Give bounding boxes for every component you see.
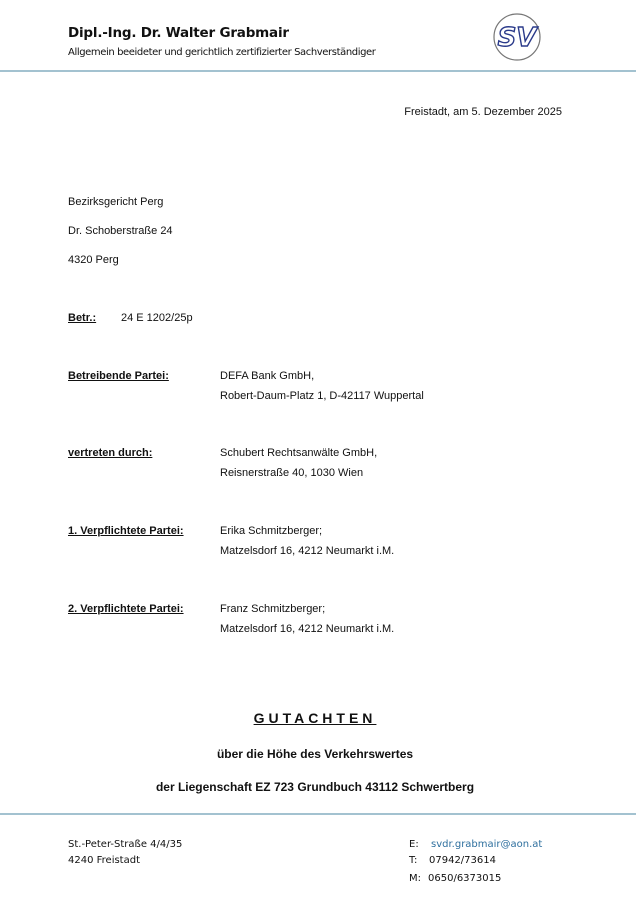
party-line: Matzelsdorf 16, 4212 Neumarkt i.M. [220,623,395,635]
mobile-label: M: [409,873,421,884]
party-label: 2. Verpflichtete Partei: [68,603,184,615]
footer-address: 4240 Freistadt [68,855,141,866]
author-subtitle: Allgemein beeideter und gerichtlich zertifizierter Sachverständiger [68,47,376,58]
party-line: Schubert Rechtsanwälte GmbH, [220,447,378,459]
phone-number: 07942/73614 [429,855,496,866]
mobile-number: 0650/6373015 [428,873,502,884]
subject-label: Betr.: [68,312,97,324]
party-line: Matzelsdorf 16, 4212 Neumarkt i.M. [220,545,395,557]
party-line: Erika Schmitzberger; [220,525,323,537]
author-name: Dipl.-Ing. Dr. Walter Grabmair [68,25,289,41]
email-link[interactable]: svdr.grabmair@aon.at [431,839,543,850]
party-label: 1. Verpflichtete Partei: [68,525,184,537]
sv-logo-icon [490,12,544,62]
recipient-line: Dr. Schoberstraße 24 [68,225,173,237]
email-label: E: [409,839,419,850]
party-line: Reisnerstraße 40, 1030 Wien [220,467,364,479]
document-subject: der Liegenschaft EZ 723 Grundbuch 43112 Schwertberg [155,780,475,794]
document-title: GUTACHTEN [253,710,377,726]
party-line: Robert-Daum-Platz 1, D-42117 Wuppertal [220,390,424,402]
subject-value: 24 E 1202/25p [121,312,193,324]
recipient-line: 4320 Perg [68,254,119,266]
footer-address: St.-Peter-Straße 4/4/35 [68,839,183,850]
date-line: Freistadt, am 5. Dezember 2025 [404,106,562,118]
header-divider [0,70,636,72]
party-label: Betreibende Partei: [68,370,169,382]
phone-label: T: [409,855,418,866]
footer-divider [0,813,636,815]
document-subtitle: über die Höhe des Verkehrswertes [216,747,414,761]
party-line: Franz Schmitzberger; [220,603,326,615]
party-line: DEFA Bank GmbH, [220,370,315,382]
party-label: vertreten durch: [68,447,153,459]
logo-text: SV [497,23,537,53]
recipient-line: Bezirksgericht Perg [68,196,164,208]
